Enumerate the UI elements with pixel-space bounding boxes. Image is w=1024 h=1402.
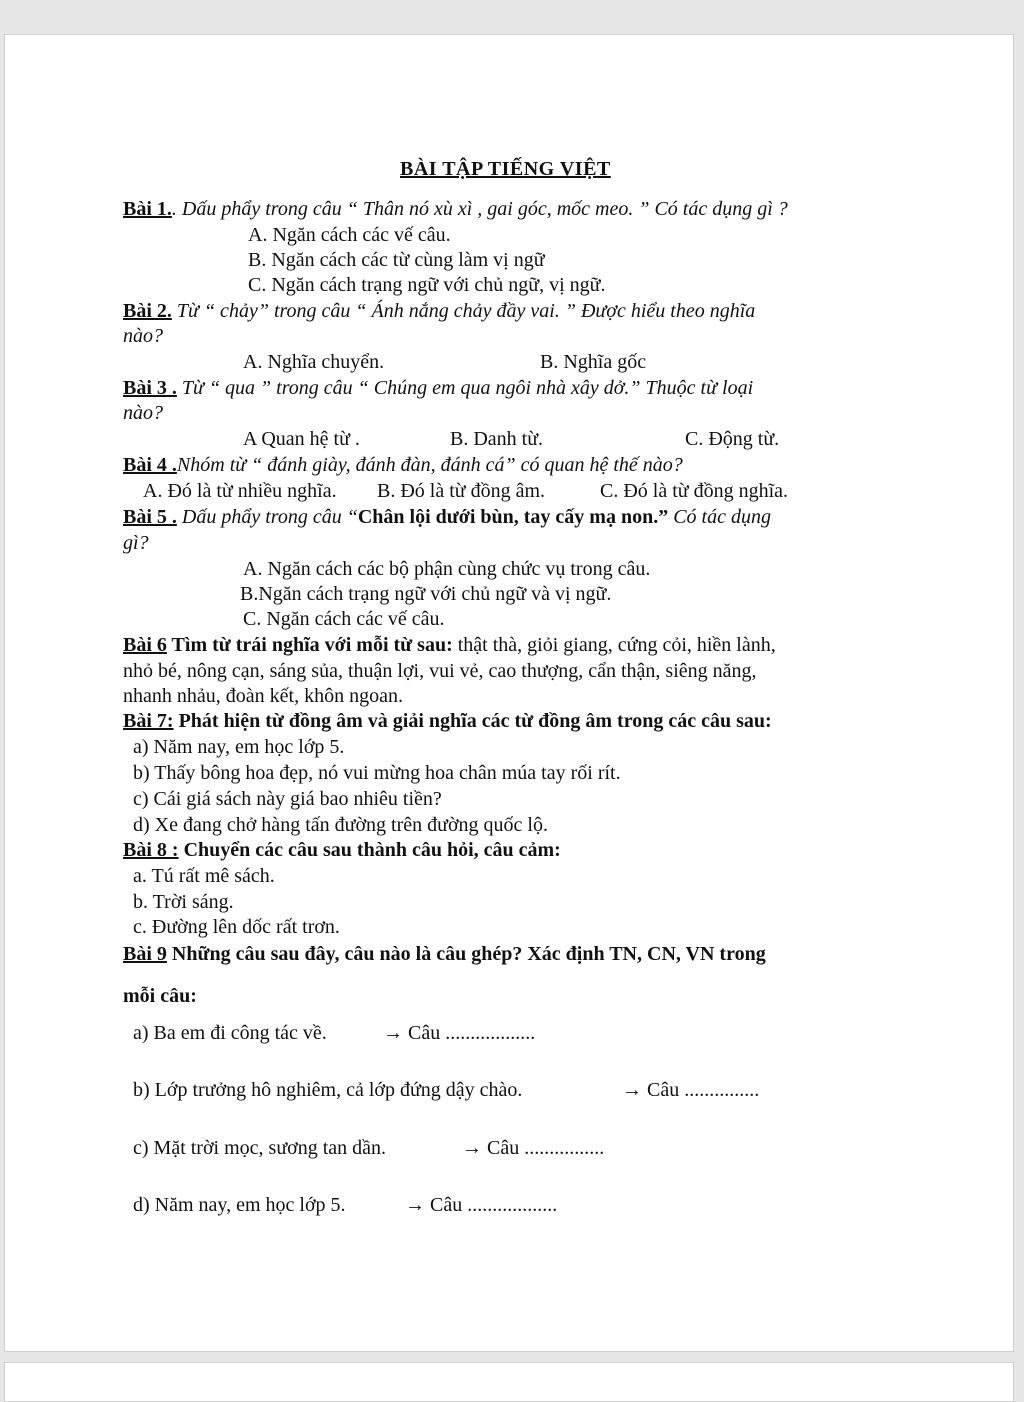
bai7-heading: Phát hiện từ đồng âm và giải nghĩa các từ đồng âm trong các câu sau: <box>173 710 772 732</box>
bai3-question: Từ “ qua ” trong câu “ Chúng em qua ngôi nhà xây dở.” Thuộc từ loại <box>176 377 754 399</box>
bai6-label: Bài 6 <box>123 634 167 656</box>
bai2-option-b: B. Nghĩa gốc <box>540 351 647 373</box>
bai5-question-cont: gì? <box>123 532 149 554</box>
bai9-item-a-answer <box>383 1021 535 1045</box>
bai6-words-line3: nhanh nhảu, đoàn kết, khôn ngoan. <box>123 685 403 707</box>
next-page <box>4 1362 1014 1402</box>
bai1-question: . Dấu phẩy trong câu “ Thân nó xù xì , gai góc, mốc meo. ” Có tác dụng gì ? <box>171 198 788 220</box>
bai9-heading-line <box>123 942 766 966</box>
bai9-item-b-text: b) Lớp trưởng hô nghiêm, cả lớp đứng dậy chào. <box>133 1079 523 1101</box>
bai3-option-a: A Quan hệ từ . <box>243 428 360 450</box>
bai2-option-a: A. Nghĩa chuyển. <box>243 351 385 373</box>
bai4-option-b: B. Đó là từ đồng âm. <box>377 480 546 502</box>
bai9-item-c-text: c) Mặt trời mọc, sương tan dần. <box>133 1137 387 1159</box>
bai5-question-post: Có tác dụng <box>668 506 771 528</box>
bai9-heading-cont: mỗi câu: <box>123 985 197 1007</box>
bai9-item-d-answer <box>405 1193 557 1217</box>
answer-blank: .................. <box>467 1194 558 1216</box>
page-title: BÀI TẬP TIẾNG VIỆT <box>400 158 611 180</box>
bai8-heading-line <box>123 838 561 862</box>
bai9-item-c-answer <box>462 1136 604 1160</box>
bai4-question-line <box>123 453 683 477</box>
arrow-right-icon: → Câu <box>405 1194 463 1216</box>
answer-blank: ................ <box>524 1137 605 1159</box>
bai5-question-line <box>123 505 771 529</box>
bai9-heading: Những câu sau đây, câu nào là câu ghép? Xác định TN, CN, VN trong <box>166 943 766 965</box>
bai9-item-b-answer <box>622 1078 759 1102</box>
bai7-item-a: a) Năm nay, em học lớp 5. <box>133 736 345 758</box>
bai8-item-b: b. Trời sáng. <box>133 891 234 913</box>
bai6-words-line2: nhỏ bé, nông cạn, sáng sủa, thuận lợi, vui vẻ, cao thượng, cẩn thận, siêng năng, <box>123 660 757 682</box>
bai4-option-a: A. Đó là từ nhiều nghĩa. <box>143 480 337 502</box>
bai6-words: thật thà, giỏi giang, cứng cỏi, hiền lành, <box>452 634 776 656</box>
arrow-right-icon: → Câu <box>462 1137 520 1159</box>
bai6-heading: Tìm từ trái nghĩa với mỗi từ sau: <box>166 634 453 656</box>
bai1-label: Bài 1. <box>123 198 172 220</box>
bai3-option-b: B. Danh từ. <box>450 428 544 450</box>
bai8-label: Bài 8 : <box>123 839 179 861</box>
bai7-heading-line <box>123 709 772 733</box>
bai4-label: Bài 4 . <box>123 454 177 476</box>
bai8-item-c: c. Đường lên dốc rất trơn. <box>133 916 340 938</box>
bai5-option-a: A. Ngăn cách các bộ phận cùng chức vụ trong câu. <box>243 558 651 580</box>
bai5-option-b: B.Ngăn cách trạng ngữ với chủ ngữ và vị ngữ. <box>240 583 612 605</box>
bai7-item-d: d) Xe đang chở hàng tấn đường trên đường quốc lộ. <box>133 814 548 836</box>
bai5-option-c: C. Ngăn cách các vế câu. <box>243 608 445 630</box>
bai7-label: Bài 7: <box>123 710 174 732</box>
answer-blank: ............... <box>684 1079 760 1101</box>
bai2-question-cont: nào? <box>123 325 163 347</box>
bai5-label: Bài 5 . <box>123 506 177 528</box>
bai6-heading-line <box>123 633 776 657</box>
bai5-quoted-sentence: Chân lội dưới bùn, tay cấy mạ non.” <box>357 506 669 528</box>
bai4-option-c: C. Đó là từ đồng nghĩa. <box>600 480 789 502</box>
bai1-option-b: B. Ngăn cách các từ cùng làm vị ngữ <box>248 249 545 271</box>
bai9-item-d-text: d) Năm nay, em học lớp 5. <box>133 1194 346 1216</box>
bai3-question-line <box>123 376 753 400</box>
answer-blank: .................. <box>445 1022 536 1044</box>
arrow-right-icon: → Câu <box>383 1022 441 1044</box>
bai2-question-line <box>123 299 755 323</box>
bai1-option-a: A. Ngăn cách các vế câu. <box>248 224 451 246</box>
bai9-label: Bài 9 <box>123 943 167 965</box>
bai3-option-c: C. Động từ. <box>685 428 780 450</box>
bai1-option-c: C. Ngăn cách trạng ngữ với chủ ngữ, vị ngữ. <box>248 274 606 296</box>
bai7-item-c: c) Cái giá sách này giá bao nhiêu tiền? <box>133 788 442 810</box>
arrow-right-icon: → Câu <box>622 1079 680 1101</box>
bai2-label: Bài 2. <box>123 300 172 322</box>
bai9-item-a-text: a) Ba em đi công tác về. <box>133 1022 327 1044</box>
bai5-question-pre: Dấu phẩy trong câu “ <box>176 506 358 528</box>
bai3-question-cont: nào? <box>123 402 163 424</box>
bai1-question-line <box>123 197 788 221</box>
bai3-label: Bài 3 . <box>123 377 177 399</box>
bai4-question: Nhóm từ “ đánh giày, đánh đàn, đánh cá” có quan hệ thế nào? <box>176 454 683 476</box>
bai2-question: Từ “ chảy” trong câu “ Ánh nắng chảy đầy vai. ” Được hiểu theo nghĩa <box>171 300 756 322</box>
bai8-heading: Chuyển các câu sau thành câu hỏi, câu cảm: <box>178 839 561 861</box>
bai7-item-b: b) Thấy bông hoa đẹp, nó vui mừng hoa chân múa tay rối rít. <box>133 762 621 784</box>
bai8-item-a: a. Tú rất mê sách. <box>133 865 275 887</box>
